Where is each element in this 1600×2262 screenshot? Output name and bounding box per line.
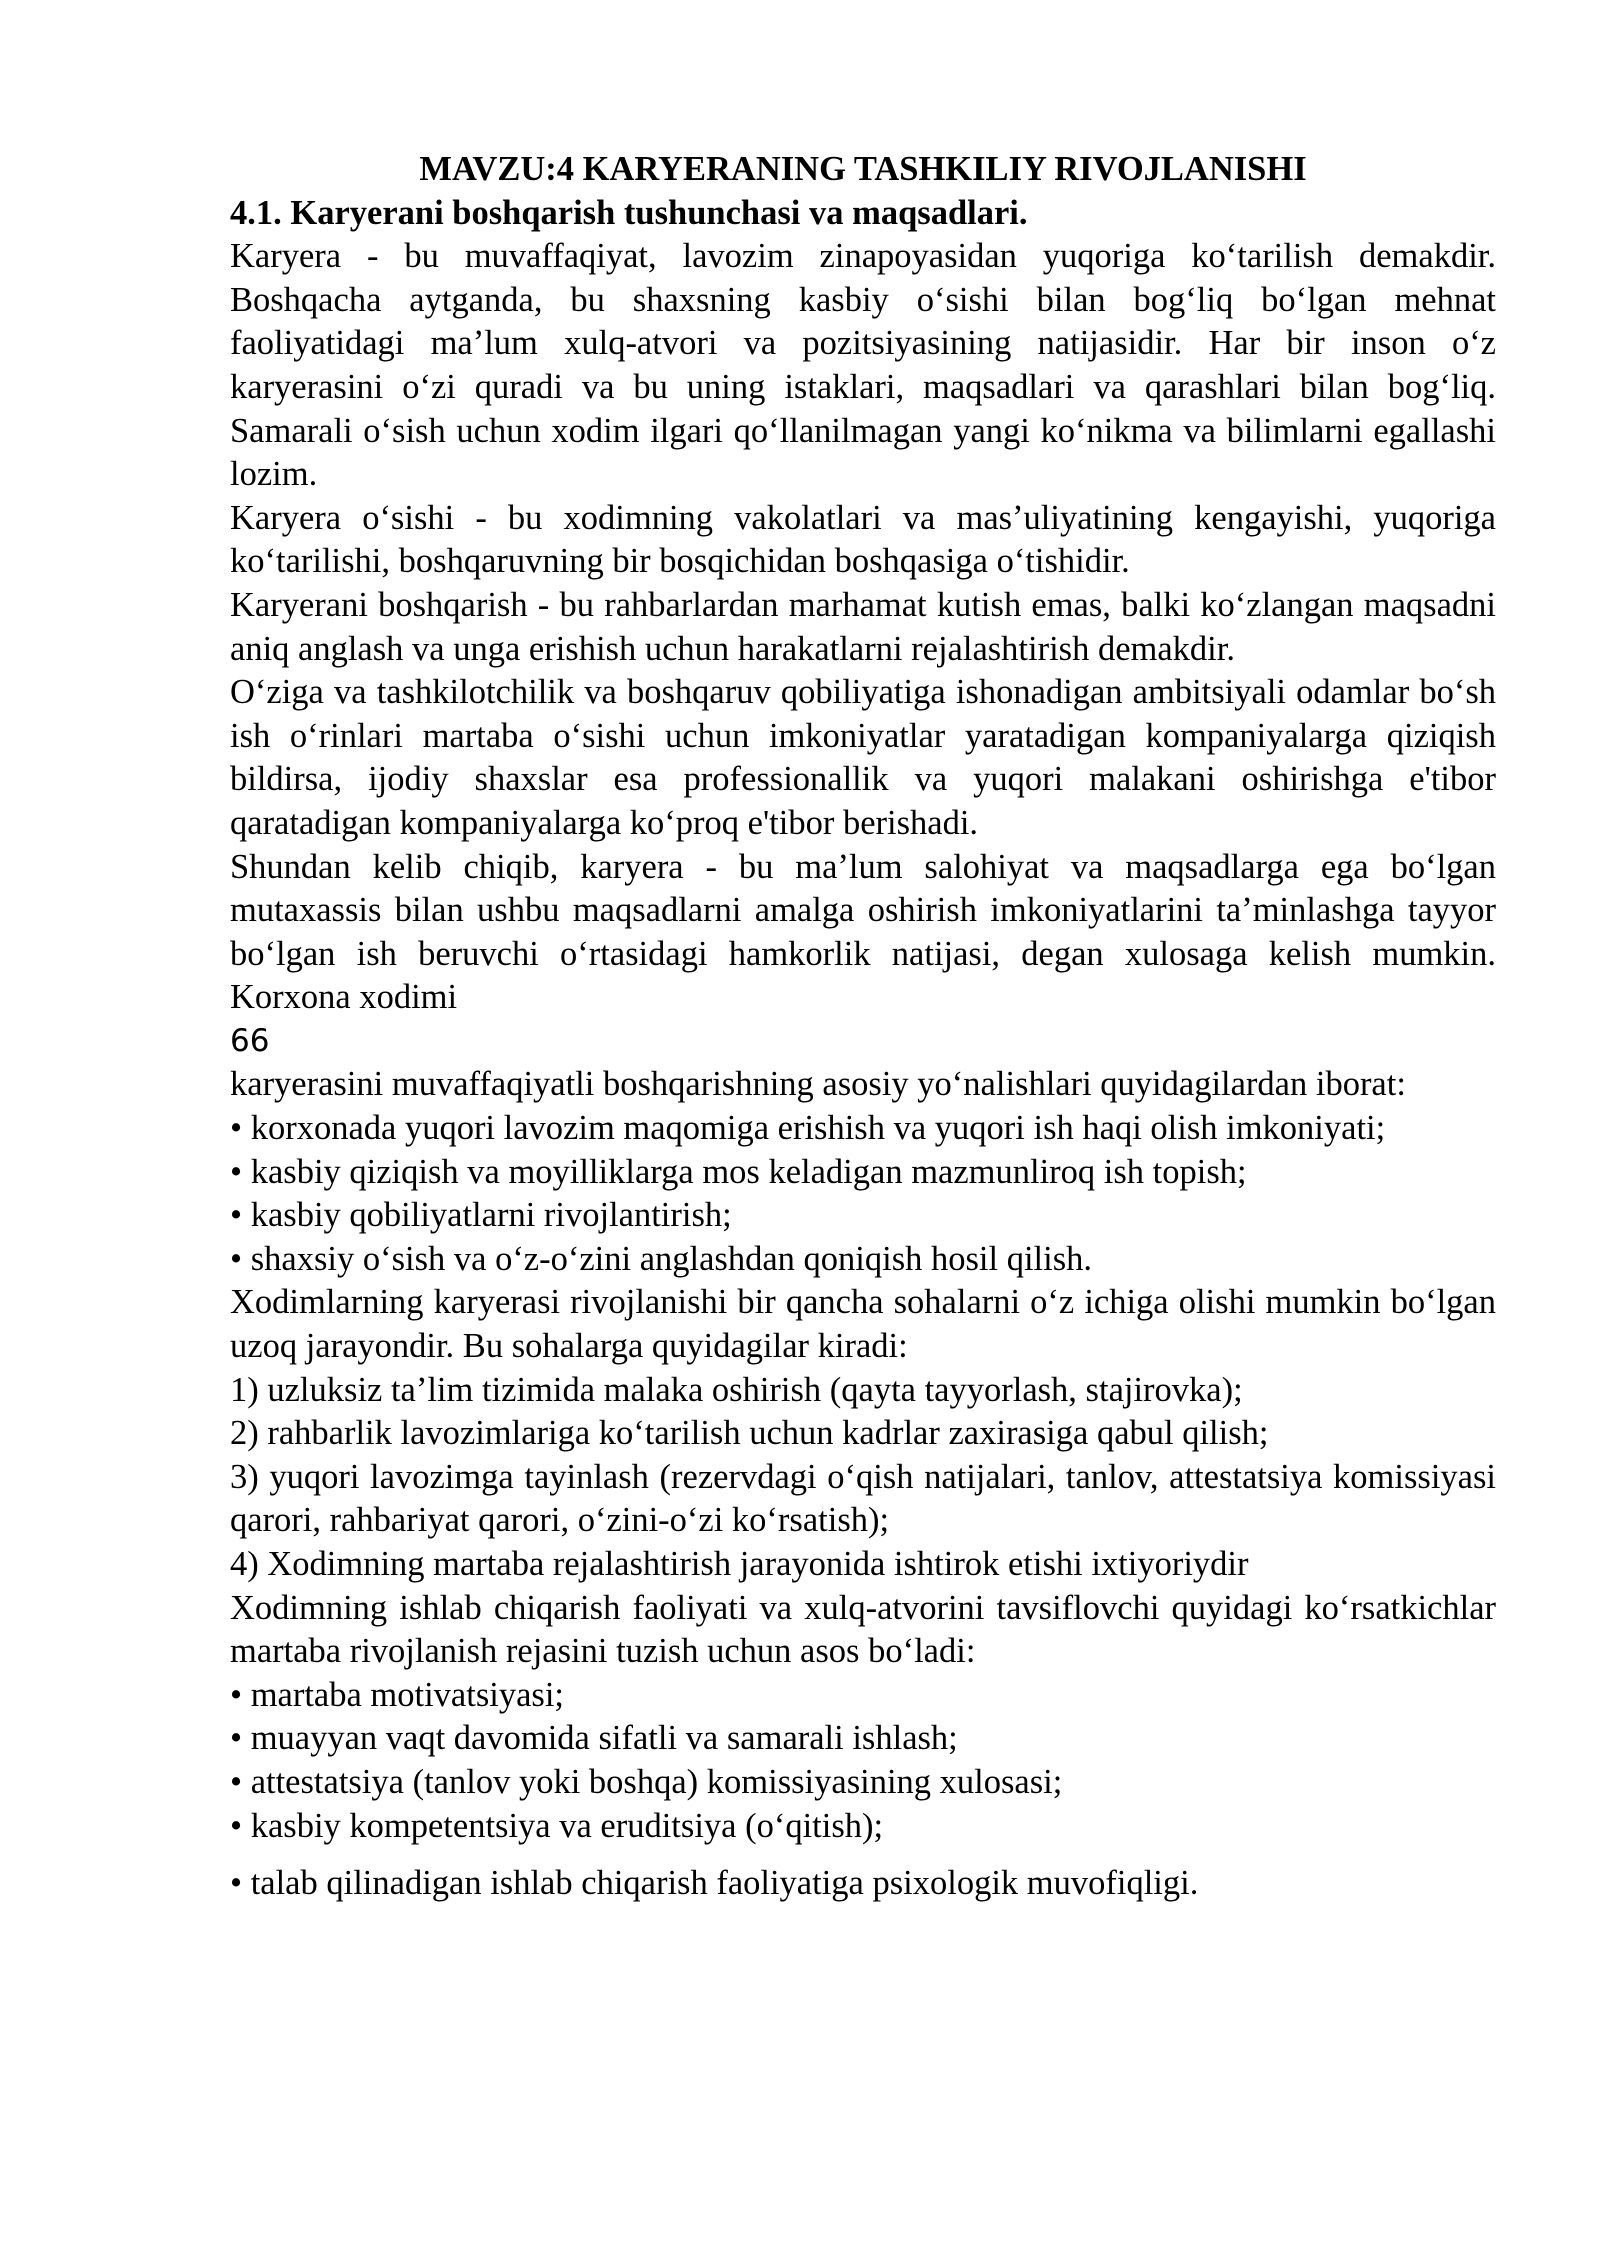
list-item: 4) Xodimning martaba rejalashtirish jarayonida ishtirok etishi ixtiyoriydir bbox=[230, 1545, 1249, 1583]
paragraph: Oʻziga va tashkilotchilik va boshqaruv qobiliyatiga ishonadigan ambitsiyali odamlar boʻsh ish oʻrinlari martaba oʻsishi uchun imkoniyatlar yaratadigan kompaniyalarga qiziqish bildirsa, ijodiy shaxslar esa professionallik va yuqori malakani oshirishga e'tibor qaratadigan kompaniyalarga koʻproq e'tibor berishadi. bbox=[230, 673, 1496, 842]
list-item: • attestatsiya (tanlov yoki boshqa) komissiyasining xulosasi; bbox=[230, 1762, 1063, 1801]
paragraph: Karyera oʻsishi - bu xodimning vakolatlari va masʼuliyatining kengayishi, yuqoriga koʻtarilishi, boshqaruvning bir bosqichidan boshqasiga oʻtishidir. bbox=[230, 498, 1496, 581]
list-item: • kasbiy qiziqish va moyilliklarga mos keladigan mazmunliroq ish topish; bbox=[230, 1152, 1247, 1191]
page-title: MAVZU:4 KARYERANING TASHKILIY RIVOJLANISHI bbox=[419, 150, 1307, 188]
list-item: 1) uzluksiz taʼlim tizimida malaka oshirish (qayta tayyorlash, stajirovka); bbox=[230, 1370, 1243, 1409]
list-item: • muayyan vaqt davomida sifatli va samarali ishlash; bbox=[230, 1719, 958, 1758]
paragraph: karyerasini muvaffaqiyatli boshqarishning asosiy yoʻnalishlari quyidagilardan iborat: bbox=[230, 1065, 1406, 1104]
paragraph: Xodimning ishlab chiqarish faoliyati va xulq-atvorini tavsiflovchi quyidagi koʻrsatkichlar martaba rivojlanish rejasini tuzish uchun asos boʻladi: bbox=[230, 1588, 1496, 1671]
list-item: • martaba motivatsiyasi; bbox=[230, 1675, 564, 1714]
document-page bbox=[230, 148, 1496, 1906]
list-item: 3) yuqori lavozimga tayinlash (rezervdagi oʻqish natijalari, tanlov, attestatsiya komissiyasi qarori, rahbariyat qarori, oʻzini-oʻzi koʻrsatish); bbox=[230, 1457, 1496, 1540]
section-heading: 4.1. Karyerani boshqarish tushunchasi va maqsadlari. bbox=[230, 193, 1028, 232]
list-item: • korxonada yuqori lavozim maqomiga erishish va yuqori ish haqi olish imkoniyati; bbox=[230, 1109, 1386, 1148]
list-item: • kasbiy qobiliyatlarni rivojlantirish; bbox=[230, 1196, 732, 1235]
list-item: • talab qilinadigan ishlab chiqarish faoliyatiga psixologik muvofiqligi. bbox=[230, 1864, 1199, 1903]
paragraph: Karyerani boshqarish - bu rahbarlardan marhamat kutish emas, balki koʻzlangan maqsadni aniq anglash va unga erishish uchun harakatlarni rejalashtirish demakdir. bbox=[230, 585, 1496, 668]
list-item: • shaxsiy oʻsish va oʻz-oʻzini anglashdan qoniqish hosil qilish. bbox=[230, 1239, 1093, 1278]
paragraph: Karyera - bu muvaffaqiyat, lavozim zinapoyasidan yuqoriga koʻtarilish demakdir. Boshqacha aytganda, bu shaxsning kasbiy oʻsishi bilan bogʻliq boʻlgan mehnat faoliyatidagi maʼlum xulq-atvori va pozitsiyasining natijasidir. Har bir inson oʻz karyerasini oʻzi quradi va bu uning istaklari, maqsadlari va qarashlari bilan bogʻliq. Samarali oʻsish uchun xodim ilgari qoʻllanilmagan yangi koʻnikma va bilimlarni egallashi lozim. bbox=[230, 237, 1496, 494]
paragraph: Shundan kelib chiqib, karyera - bu maʼlum salohiyat va maqsadlarga ega boʻlgan mutaxassis bilan ushbu maqsadlarni amalga oshirish imkoniyatlarini taʼminlashga tayyor boʻlgan ish beruvchi oʻrtasidagi hamkorlik natijasi, degan xulosaga kelish mumkin. Korxona xodimi bbox=[230, 847, 1496, 1017]
paragraph: Xodimlarning karyerasi rivojlanishi bir qancha sohalarni oʻz ichiga olishi mumkin boʻlgan uzoq jarayondir. Bu sohalarga quyidagilar kiradi: bbox=[230, 1283, 1496, 1366]
list-item: 2) rahbarlik lavozimlariga koʻtarilish uchun kadrlar zaxirasiga qabul qilish; bbox=[230, 1414, 1269, 1453]
list-item: • kasbiy kompetentsiya va eruditsiya (oʻqitish); bbox=[230, 1806, 884, 1845]
page-number: 66 bbox=[230, 1022, 270, 1059]
